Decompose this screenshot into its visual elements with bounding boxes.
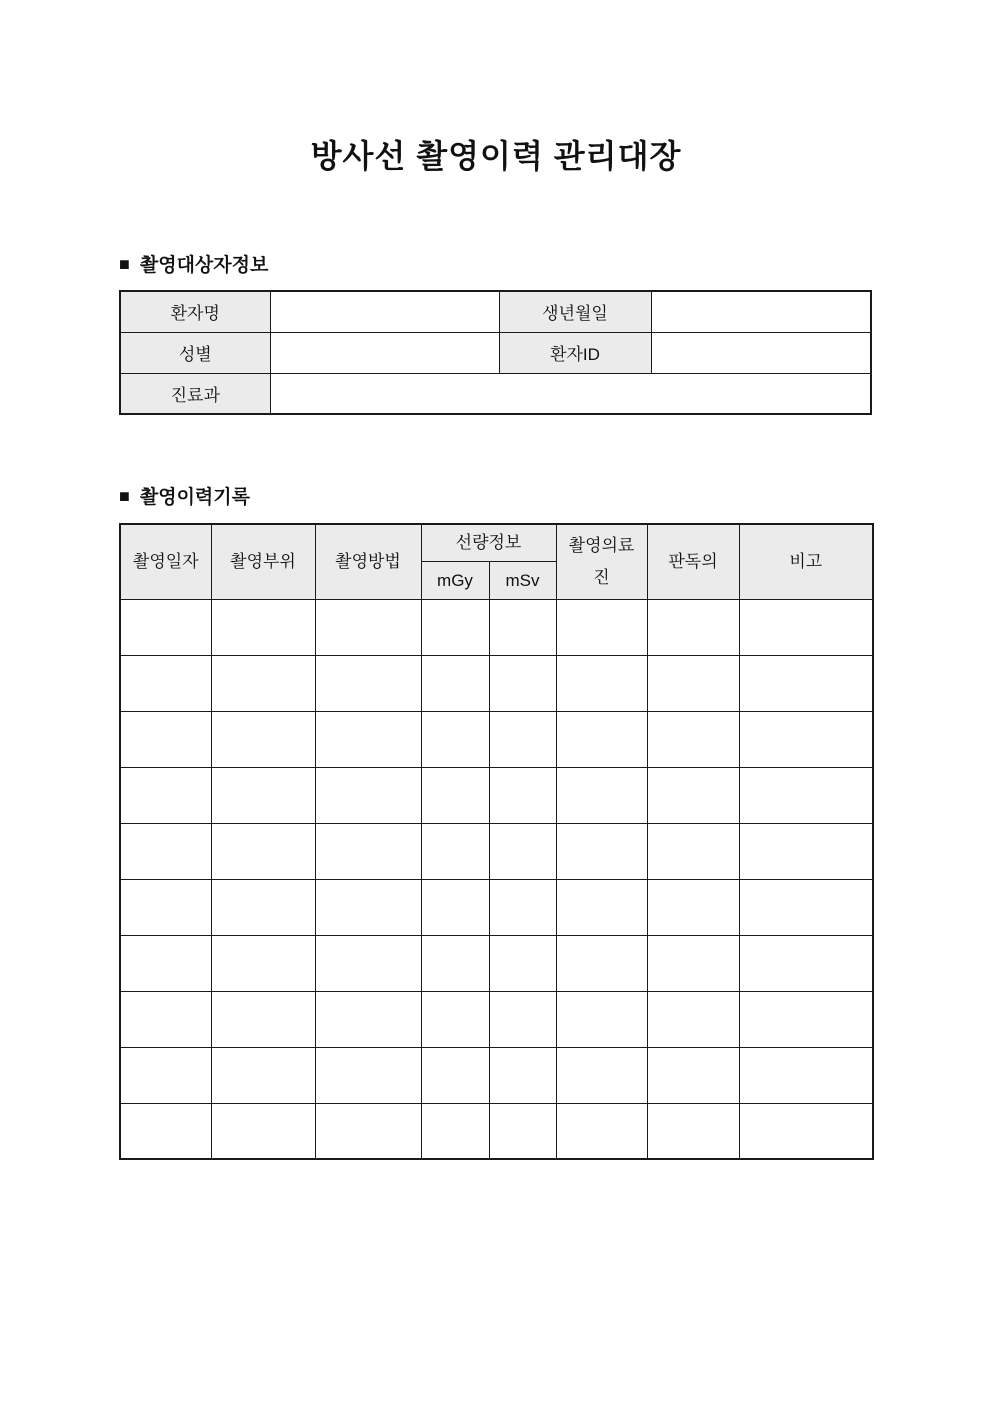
history-empty-cell (211, 823, 315, 879)
patient-info-row (120, 332, 871, 373)
history-empty-cell (120, 767, 211, 823)
history-empty-cell (211, 991, 315, 1047)
field-value-gender (270, 332, 499, 373)
history-empty-cell (421, 767, 489, 823)
history-empty-cell (489, 711, 556, 767)
history-empty-cell (211, 767, 315, 823)
page-title: 방사선 촬영이력 관리대장 (310, 138, 682, 174)
history-empty-cell (489, 1047, 556, 1103)
history-empty-cell (647, 879, 739, 935)
history-empty-cell (315, 599, 421, 655)
field-value-department (270, 373, 871, 414)
history-empty-cell (739, 599, 873, 655)
history-empty-cell (421, 1047, 489, 1103)
history-empty-cell (211, 711, 315, 767)
history-empty-cell (556, 767, 647, 823)
history-empty-cell (647, 655, 739, 711)
history-table-row (120, 935, 873, 991)
history-empty-cell (489, 935, 556, 991)
column-header-mgy: mGy (421, 562, 489, 600)
column-header-reading-doctor: 판독의 (647, 524, 739, 599)
history-empty-cell (421, 711, 489, 767)
history-empty-cell (489, 599, 556, 655)
history-empty-cell (421, 879, 489, 935)
history-table-row (120, 711, 873, 767)
history-empty-cell (489, 823, 556, 879)
field-value-patient-id (651, 332, 871, 373)
history-empty-cell (647, 599, 739, 655)
history-empty-cell (556, 991, 647, 1047)
section-heading-patient-info-label: 촬영대상자정보 (139, 255, 269, 276)
history-empty-cell (315, 935, 421, 991)
history-table-row (120, 599, 873, 655)
field-label-gender: 성별 (120, 332, 270, 373)
history-empty-cell (421, 1103, 489, 1159)
history-table (119, 523, 874, 1160)
history-empty-cell (211, 655, 315, 711)
history-empty-cell (421, 935, 489, 991)
history-empty-cell (647, 1047, 739, 1103)
history-empty-cell (315, 1103, 421, 1159)
column-header-method: 촬영방법 (315, 524, 421, 599)
history-empty-cell (421, 599, 489, 655)
field-label-patient-id: 환자ID (499, 332, 651, 373)
column-header-body-part: 촬영부위 (211, 524, 315, 599)
history-empty-cell (647, 711, 739, 767)
history-table-row (120, 1047, 873, 1103)
history-empty-cell (315, 991, 421, 1047)
history-empty-cell (120, 655, 211, 711)
history-empty-cell (120, 991, 211, 1047)
square-bullet-icon: ■ (119, 253, 130, 274)
history-empty-cell (211, 1047, 315, 1103)
history-empty-cell (556, 1103, 647, 1159)
history-empty-cell (120, 1103, 211, 1159)
column-header-msv: mSv (489, 562, 556, 600)
history-empty-cell (739, 1047, 873, 1103)
history-empty-cell (489, 1103, 556, 1159)
history-empty-cell (421, 655, 489, 711)
history-empty-cell (315, 711, 421, 767)
field-label-department: 진료과 (120, 373, 270, 414)
history-empty-cell (739, 879, 873, 935)
history-empty-cell (556, 935, 647, 991)
section-heading-history-label: 촬영이력기록 (139, 487, 250, 508)
history-empty-cell (120, 711, 211, 767)
column-header-shoot-date: 촬영일자 (120, 524, 211, 599)
history-header-row (120, 524, 873, 562)
history-empty-cell (315, 1047, 421, 1103)
patient-info-row (120, 291, 871, 332)
history-table-row (120, 767, 873, 823)
history-table-row (120, 1103, 873, 1159)
history-empty-cell (315, 655, 421, 711)
history-empty-cell (421, 991, 489, 1047)
history-empty-cell (647, 1103, 739, 1159)
column-header-medical-staff: 촬영의료진 (556, 524, 647, 599)
history-empty-cell (120, 879, 211, 935)
history-empty-cell (211, 1103, 315, 1159)
history-empty-cell (647, 823, 739, 879)
history-empty-cell (489, 655, 556, 711)
history-empty-cell (489, 879, 556, 935)
patient-info-table (119, 290, 872, 415)
history-empty-cell (315, 823, 421, 879)
history-empty-cell (556, 823, 647, 879)
section-heading-history (119, 482, 250, 509)
history-table-row (120, 991, 873, 1047)
history-table-row (120, 823, 873, 879)
history-empty-cell (556, 599, 647, 655)
history-empty-cell (211, 935, 315, 991)
history-empty-cell (556, 1047, 647, 1103)
history-empty-cell (489, 991, 556, 1047)
field-value-birth-date (651, 291, 871, 332)
square-bullet-icon: ■ (119, 485, 130, 506)
column-header-dose-info: 선량정보 (421, 524, 556, 562)
history-empty-cell (211, 879, 315, 935)
history-table-row (120, 879, 873, 935)
history-table-row (120, 655, 873, 711)
history-empty-cell (739, 655, 873, 711)
history-empty-cell (739, 935, 873, 991)
history-empty-cell (739, 991, 873, 1047)
history-empty-cell (120, 599, 211, 655)
history-empty-cell (739, 823, 873, 879)
history-empty-cell (120, 1047, 211, 1103)
section-heading-patient-info (119, 250, 268, 277)
history-empty-cell (120, 935, 211, 991)
history-empty-cell (120, 823, 211, 879)
history-empty-cell (211, 599, 315, 655)
history-empty-cell (647, 991, 739, 1047)
column-header-remarks: 비고 (739, 524, 873, 599)
history-empty-cell (739, 767, 873, 823)
field-value-patient-name (270, 291, 499, 332)
field-label-patient-name: 환자명 (120, 291, 270, 332)
history-empty-cell (421, 823, 489, 879)
history-empty-cell (315, 879, 421, 935)
patient-info-row (120, 373, 871, 414)
history-empty-cell (489, 767, 556, 823)
history-empty-cell (556, 655, 647, 711)
history-empty-cell (647, 767, 739, 823)
history-empty-cell (315, 767, 421, 823)
history-empty-cell (556, 711, 647, 767)
history-empty-cell (647, 935, 739, 991)
history-empty-cell (739, 1103, 873, 1159)
history-empty-cell (739, 711, 873, 767)
history-empty-cell (556, 879, 647, 935)
field-label-birth-date: 생년월일 (499, 291, 651, 332)
